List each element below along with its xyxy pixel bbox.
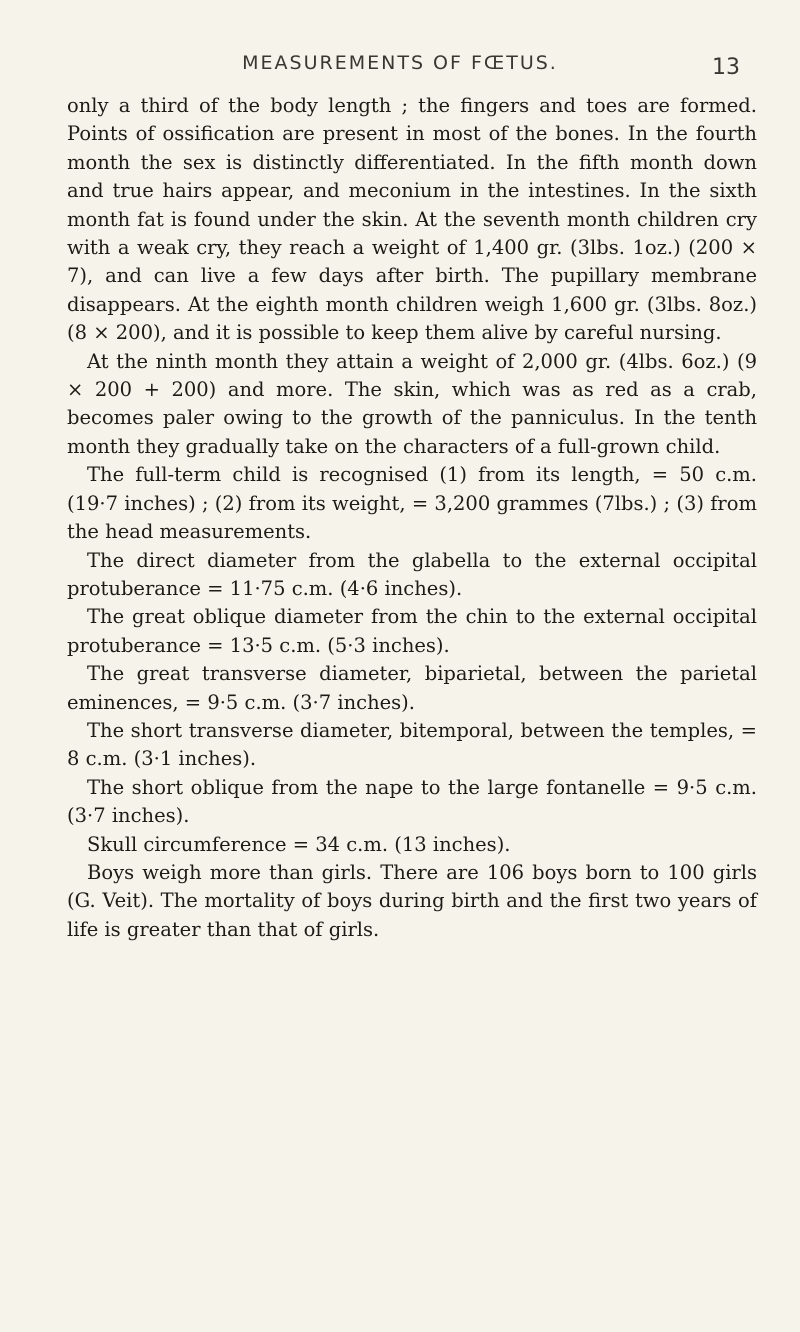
paragraph-skull-circumference: Skull circumference = 34 c.m. (13 inches). xyxy=(87,832,511,856)
paragraph-continuation: only a third of the body length ; the fingers and toes are formed. Points of ossification are present in most of the bones. In the fourth month the sex is distinctly differentiated. In the fifth month down and true hairs appear, and meconium in the intestines. In the sixth month fat is found under the skin. At the seventh month children cry with a weak cry, they reach a weight of 1,400 gr. (3lbs. 1oz.) (200 × 7), and can live a few days after birth. The pupillary membrane disappears. At the eighth month children weigh 1,600 gr. (3lbs. 8oz.) (8 × 200), and it is possible to keep them alive by careful nursing. xyxy=(67,94,757,345)
body-text xyxy=(67,92,757,944)
page-number: 13 xyxy=(712,55,740,80)
paragraph-full-term: The full-term child is recognised (1) from its length, = 50 c.m. (19·7 inches) ; (2) from its weight, = 3,200 grammes (7lbs.) ; (3) from the head measurements. xyxy=(67,463,757,544)
paragraph-short-transverse: The short transverse diameter, bitemporal, between the temples, = 8 c.m. (3·1 inches). xyxy=(67,718,757,771)
paragraph-ninth-month: At the ninth month they attain a weight of 2,000 gr. (4lbs. 6oz.) (9 × 200 + 200) and more. The skin, which was as red as a crab, becomes paler owing to the growth of the panniculus. In the tenth month they gradually take on the characters of a full-grown child. xyxy=(67,349,757,458)
paragraph-short-oblique: The short oblique from the nape to the large fontanelle = 9·5 c.m. (3·7 inches). xyxy=(67,775,757,828)
running-title: MEASUREMENTS OF FŒTUS. xyxy=(242,52,558,74)
paragraph-boys-girls: Boys weigh more than girls. There are 106 boys born to 100 girls (G. Veit). The mortality of boys during birth and the first two years of life is greater than that of girls. xyxy=(67,860,757,941)
paragraph-great-oblique: The great oblique diameter from the chin to the external occipital protuberance = 13·5 c.m. (5·3 inches). xyxy=(67,605,757,657)
paragraph-direct-diameter: The direct diameter from the glabella to the external occipital protuberance = 11·75 c.m. (4·6 inches). xyxy=(67,548,757,600)
paragraph-great-transverse: The great transverse diameter, biparietal, between the parietal eminences, = 9·5 c.m. (3·7 inches). xyxy=(67,662,757,714)
